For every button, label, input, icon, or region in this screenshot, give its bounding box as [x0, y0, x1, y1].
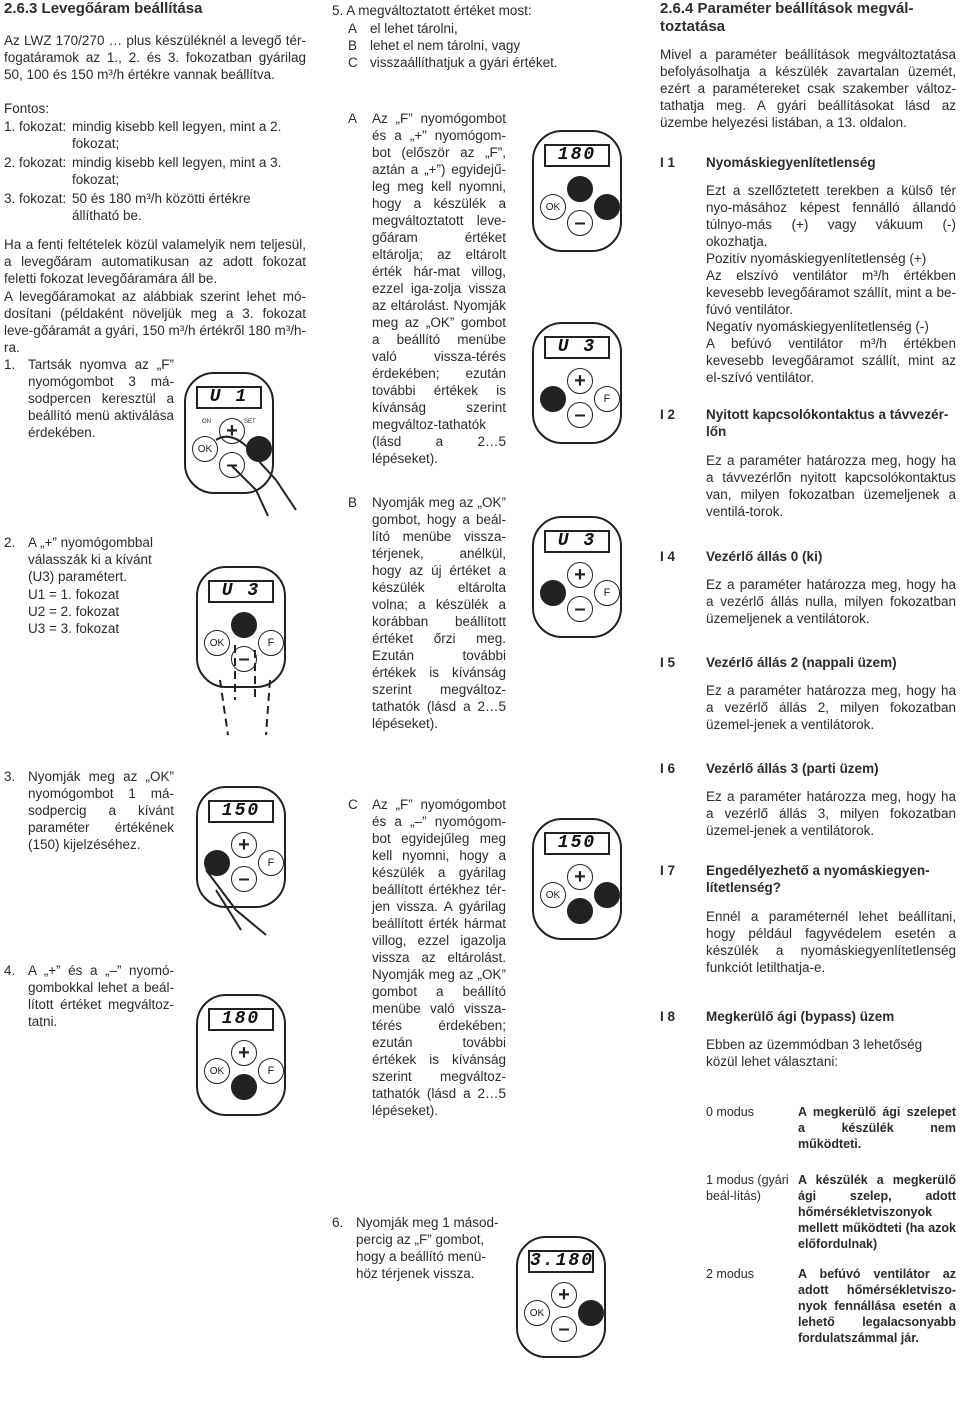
- param-body-line: Ezt a szellőztetett terekben a külső tér nyo-másához képest fennálló állandó túlnyo-más (+) vagy vákuum (-) okozhatja.: [706, 183, 956, 249]
- rule-item: [4, 118, 304, 154]
- mode-description: A készülék a megkerülő ági szelep, adott hőmérsékletviszonyok mellett működteti (ha azok előfordulnak): [798, 1173, 956, 1251]
- hand-pressing-icon: [210, 640, 290, 740]
- rule-item: [4, 190, 304, 226]
- param-title: Megkerülő ági (bypass) üzem: [706, 1009, 895, 1024]
- param-body-line: Negatív nyomáskiegyenlítetlenség (-): [706, 319, 929, 334]
- table-row: [706, 1172, 956, 1266]
- minus-button-pressed[interactable]: [567, 898, 593, 924]
- control-panel: [532, 130, 622, 252]
- param-code: I 4: [660, 549, 676, 564]
- param-body-line: Az elszívó ventilátor m³/h értékben kevesebb levegőáramot szállít, mint a be-fúvó ventilátor.: [706, 268, 956, 317]
- rule-value: 50 és 180 m³/h közötti értékre állítható be.: [72, 191, 251, 223]
- step-number: 4.: [4, 963, 16, 978]
- option-key: C: [348, 55, 358, 70]
- mode-description: A befúvó ventilátor az adott hőmérsékletviszo-nyok fennállása esetén a lehető legalacsonyabb fordulatszámmal jár.: [798, 1267, 956, 1345]
- condition-paragraph: Ha a fenti feltételek közül valamelyik nem teljesül, a levegőáram automatikusan az adott fokozat feletti fokozat levegőáramára áll be.: [4, 237, 306, 286]
- mode-name: 0 modus: [706, 1105, 754, 1119]
- param-title: Nyomáskiegyenlítetlenség: [706, 155, 876, 170]
- param-title: Vezérlő állás 0 (ki): [706, 549, 823, 564]
- display-readout: 150: [208, 800, 274, 823]
- rule-key: 3. fokozat:: [4, 191, 67, 206]
- options-list: [348, 20, 588, 71]
- plus-button[interactable]: +: [231, 1040, 257, 1066]
- plus-button[interactable]: +: [219, 418, 245, 444]
- ok-button[interactable]: OK: [204, 630, 230, 656]
- minus-button[interactable]: –: [231, 866, 257, 892]
- control-panel: [516, 1236, 606, 1358]
- ok-button[interactable]: OK: [192, 436, 218, 462]
- param-title: Engedélyezhető a nyomáskiegyen-lítetlenség?: [706, 863, 930, 895]
- rule-key: 2. fokozat:: [4, 155, 67, 170]
- rule-value: mindig kisebb kell legyen, mint a 3. fokozat;: [72, 155, 282, 187]
- step-number: 1.: [4, 357, 16, 372]
- param-body: Ez a paraméter határozza meg, hogy ha a vezérlő állás 3, milyen fokozatban üzemel-jenek a ventilátorok.: [706, 789, 956, 838]
- display-readout: 3.180: [530, 1251, 595, 1271]
- param-body-line: A befúvó ventilátor m³/h értékben kevesebb levegőáramot szállít, mint az el-szívó ventilátor.: [706, 336, 956, 385]
- on-marking: ON: [202, 419, 211, 425]
- param-code: I 7: [660, 863, 676, 878]
- option-item: [348, 54, 588, 71]
- control-panel: [532, 818, 622, 940]
- plus-button[interactable]: +: [567, 864, 593, 890]
- step-6-text: Nyomják meg 1 másod-percig az „F” gombot, hogy a beállító menü-höz térjenek vissza.: [356, 1215, 499, 1281]
- ok-button[interactable]: OK: [540, 194, 566, 220]
- plus-button[interactable]: +: [231, 832, 257, 858]
- option-b-text: Nyomják meg az „OK” gombot, hogy a beál-lító menübe vissza-térjenek, anélkül, hogy az új értéket a készülék eltárolta volna; a készülék a korábban beállított értéket őrzi meg. Ezután további értékek is kívánság szerint megváltoz-tathatók (lásd a 2…5 lépéseket).: [372, 495, 506, 731]
- rule-item: [4, 154, 304, 190]
- mode-name: 2 modus: [706, 1267, 754, 1281]
- f-button[interactable]: F: [258, 1058, 284, 1084]
- step-5-intro: 5. A megváltoztatott értéket most:: [332, 3, 532, 18]
- option-value: lehet el nem tárolni, vagy: [370, 38, 521, 53]
- display-readout: U 1: [196, 386, 262, 409]
- minus-button-pressed[interactable]: [231, 1074, 257, 1100]
- f-button[interactable]: F: [594, 580, 620, 606]
- stage-list: [28, 586, 119, 637]
- plus-button[interactable]: +: [551, 1282, 577, 1308]
- step-number: 6.: [332, 1215, 344, 1230]
- param-body: Ebben az üzemmódban 3 lehetőség közül lehet választani:: [706, 1037, 923, 1069]
- param-body: Ez a paraméter határozza meg, hogy ha a távvezérlőn nyitott kapcsolókontaktus van, milyen fokozatban üzemeljenek a ventilá-torok.: [706, 453, 956, 519]
- ok-button-pressed[interactable]: [540, 386, 566, 412]
- plus-button-pressed[interactable]: [567, 176, 593, 202]
- stage-item: U3 = 3. fokozat: [28, 621, 120, 636]
- hand-pressing-icon: [196, 860, 276, 940]
- option-item: [348, 37, 588, 54]
- param-body: Ez a paraméter határozza meg, hogy ha a vezérlő állás nulla, milyen fokozatban üzemeljenek a ventilátorok.: [706, 577, 956, 626]
- param-code: I 6: [660, 761, 676, 776]
- option-c-text: Az „F” nyomógombot és a „–” nyomógom-bot egyidejűleg meg kell nyomni, hogy a készülék a gyárilag beállított értékhez tér-jen vissza. A gyárilag beállított érték hármat villog, ezzel igazolja vissza az eltárolást. Nyomják meg az „OK” gombot a beállító menübe való vissza-térés érdekében; ezután további értékek is kívánság szerint megváltoz-tathatók (lásd a 2…5 lépéseket).: [372, 797, 506, 1118]
- minus-button[interactable]: –: [219, 452, 245, 478]
- intro-text: Mivel a paraméter beállítások megváltoztatása befolyásolhatja a készülék zavartalan üzemét, ezért a paramétereket csak szakember változ-tathatja meg. A gyári beállításokat lásd az üzembe helyezési listában, a 13. oldalon.: [660, 47, 956, 130]
- f-button-pressed[interactable]: [594, 882, 620, 908]
- display-readout: 180: [208, 1008, 274, 1031]
- ok-button[interactable]: OK: [524, 1300, 550, 1326]
- param-code: I 5: [660, 655, 676, 670]
- f-button-pressed[interactable]: [594, 194, 620, 220]
- bypass-modes-table: [706, 1104, 956, 1346]
- hand-pressing-icon: [196, 430, 306, 520]
- option-value: visszaállíthatjuk a gyári értéket.: [370, 55, 558, 70]
- table-row: [706, 1104, 956, 1172]
- param-title: Vezérlő állás 3 (parti üzem): [706, 761, 879, 776]
- option-key: B: [348, 38, 358, 53]
- f-button[interactable]: F: [594, 386, 620, 412]
- param-code: I 2: [660, 407, 676, 422]
- f-button[interactable]: F: [258, 630, 284, 656]
- mode-name: 1 modus (gyári beál-lítás): [706, 1173, 789, 1203]
- display-readout: U 3: [544, 336, 610, 359]
- control-panel: [196, 994, 286, 1116]
- display-readout: 180: [544, 144, 610, 167]
- display-readout: 150: [544, 832, 610, 855]
- step-number: 3.: [4, 769, 16, 784]
- section-heading-2-6-4: 2.6.4 Paraméter beállítások megvál-toztatása: [660, 0, 914, 35]
- ok-button[interactable]: OK: [540, 882, 566, 908]
- table-row: [706, 1266, 956, 1346]
- minus-button[interactable]: –: [567, 402, 593, 428]
- rules-list: [4, 118, 304, 226]
- modify-paragraph: A levegőáramokat az alábbiak szerint lehet mó-dosítani (példaként növeljük meg a 3. fokozat leve-gőáramát a gyári, 150 m³/h értékről 180 m³/h-ra.: [4, 289, 306, 355]
- section-heading-2-6-3: 2.6.3 Levegőáram beállítása: [4, 0, 203, 17]
- param-title: Vezérlő állás 2 (nappali üzem): [706, 655, 897, 670]
- control-panel: [532, 322, 622, 444]
- step-text: A „+” nyomógombbal válasszák ki a kívánt (U3) paramétert.: [28, 535, 153, 584]
- option-a-label: A: [348, 111, 358, 126]
- param-body: Ennél a paraméternél lehet beállítani, hogy például fagyvédelem esetén a készülék a nyomáskiegyenlítetlenség funkciót letilthatja-e.: [706, 909, 956, 975]
- param-code: I 8: [660, 1009, 676, 1024]
- plus-button[interactable]: +: [567, 562, 593, 588]
- plus-button-pressed[interactable]: [231, 612, 257, 638]
- param-body: Ez a paraméter határozza meg, hogy ha a vezérlő állás 2, milyen fokozatban üzemel-jenek a ventilátorok.: [706, 683, 956, 732]
- minus-button[interactable]: –: [551, 1316, 577, 1342]
- minus-button[interactable]: –: [567, 596, 593, 622]
- intro-text: Az LWZ 170/270 … plus készüléknél a levegő tér-fogatáramok az 1., 2. és 3. fokozatban gyárilag 50, 100 és 150 m³/h értékre vannak beállítva.: [4, 33, 306, 82]
- param-title: Nyitott kapcsolókontaktus a távvezér-lőn: [706, 407, 949, 439]
- control-panel: [532, 516, 622, 638]
- set-marking: SET: [244, 419, 256, 425]
- option-key: A: [348, 21, 358, 36]
- mode-description: A megkerülő ági szelepet a készülék nem működteti.: [798, 1105, 956, 1151]
- option-b-label: B: [348, 495, 358, 510]
- display-readout: U 3: [544, 530, 610, 553]
- ok-button[interactable]: OK: [204, 1058, 230, 1084]
- option-c-label: C: [348, 797, 358, 812]
- stage-item: U2 = 2. fokozat: [28, 604, 120, 619]
- display-readout: U 3: [208, 580, 274, 603]
- step-number: 2.: [4, 535, 16, 550]
- param-code: I 1: [660, 155, 676, 170]
- f-button[interactable]: F: [258, 850, 284, 876]
- f-button-pressed[interactable]: [578, 1300, 604, 1326]
- param-body-line: Pozitív nyomáskiegyenlítetlenség (+): [706, 251, 927, 266]
- minus-button[interactable]: –: [567, 210, 593, 236]
- important-label: Fontos:: [4, 101, 50, 116]
- param-body: [706, 182, 956, 386]
- rule-value: mindig kisebb kell legyen, mint a 2. fokozat;: [72, 119, 282, 151]
- step-text: A „+” és a „–” nyomó-gombokkal lehet a beál-lított értéket megváltoz-tatni.: [28, 963, 174, 1029]
- step-text: Tartsák nyomva az „F” nyomógombot 3 má-sodpercen keresztül a beállító menü aktiválása érdekében.: [28, 357, 174, 440]
- step-text: Nyomják meg az „OK” nyomógombot 1 má-sodpercig a kívánt paraméter értékének (150) kijelzéséhez.: [28, 769, 174, 852]
- ok-button-pressed[interactable]: [540, 580, 566, 606]
- minus-button[interactable]: –: [231, 646, 257, 672]
- option-a-text: Az „F” nyomógombot és a „+” nyomógom-bot (először az „F”, aztán a „+”) egyidejű-leg meg kell nyomni, hogy a készülék a megváltoztatott leve-gőáram értéket eltárolja; az eltárolt érték hár-mat villog, ezzel iga-zolja vissza az eltárolást. Nyomják meg az „OK” gombot a beállító menübe való vissza-térés érdekében; ezután további értékek is kívánság szerint megváltoz-tathatók (lásd a 2…5 lépéseket).: [372, 111, 506, 466]
- plus-button[interactable]: +: [567, 368, 593, 394]
- option-item: [348, 20, 588, 37]
- stage-item: U1 = 1. fokozat: [28, 587, 120, 602]
- option-value: el lehet tárolni,: [370, 21, 458, 36]
- rule-key: 1. fokozat:: [4, 119, 67, 134]
